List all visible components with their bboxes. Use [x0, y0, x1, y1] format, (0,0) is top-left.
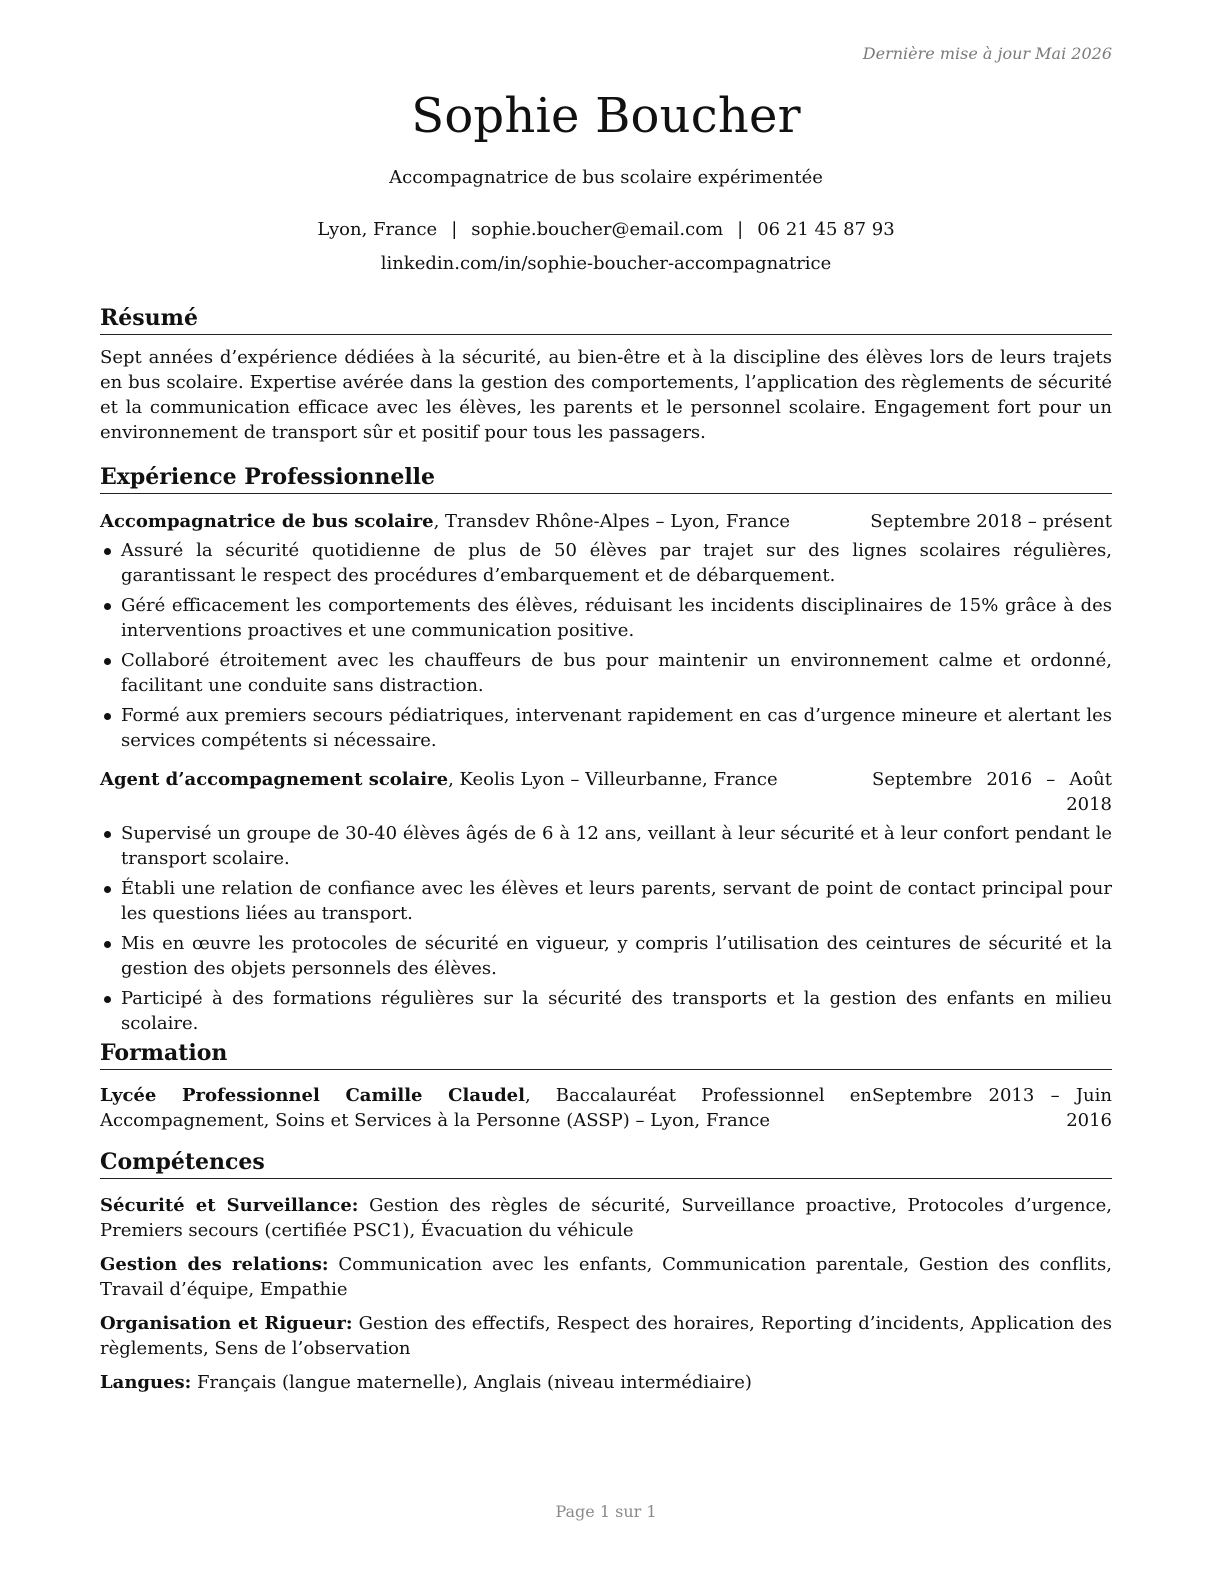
contact-separator: |	[737, 219, 744, 240]
job-bullets	[100, 538, 1112, 753]
candidate-name: Sophie Boucher	[411, 88, 801, 144]
bullet-icon	[104, 603, 111, 610]
bullet-icon	[104, 548, 111, 555]
job-role: Agent d’accompagnement scolaire	[100, 769, 449, 790]
last-updated: Dernière mise à jour Mai 2026	[862, 44, 1112, 63]
section-title-experience: Expérience Professionnelle	[100, 463, 1112, 494]
job-org: , Transdev Rhône-Alpes – Lyon, France	[433, 511, 791, 532]
skill-item	[100, 1252, 1112, 1302]
job-header	[100, 767, 1112, 817]
education-section	[100, 1039, 1112, 1133]
education-degree: , Baccalauréat Professionnel en Accompagnement, Soins et Services à la Personne (ASSP) – Lyon, France	[100, 1085, 872, 1131]
page-number: Page 1 sur 1	[555, 1502, 657, 1521]
list-item: Supervisé un groupe de 30-40 élèves âgés de 6 à 12 ans, veillant à leur sécurité et à leur confort pendant le transport scolaire.	[100, 821, 1112, 871]
bullet-icon	[104, 831, 111, 838]
section-title-skills: Compétences	[100, 1148, 1112, 1179]
summary-section	[100, 304, 1112, 445]
list-item: Collaboré étroitement avec les chauffeurs de bus pour maintenir un environnement calme et ordonné, facilitant une conduite sans distraction.	[100, 648, 1112, 698]
job-entry	[100, 767, 1112, 1036]
job-dates: Septembre 2018 – présent	[870, 511, 1112, 532]
skill-item	[100, 1370, 1112, 1395]
bullet-icon	[104, 996, 111, 1003]
contact-separator: |	[451, 219, 458, 240]
section-title-education: Formation	[100, 1039, 1112, 1070]
skill-item	[100, 1311, 1112, 1361]
job-entry	[100, 509, 1112, 753]
experience-section	[100, 463, 1112, 1041]
skill-label: Gestion des relations:	[100, 1254, 329, 1275]
list-item: Géré efficacement les comportements des élèves, réduisant les incidents disciplinaires de 15% grâce à des interventions proactives et une communication positive.	[100, 593, 1112, 643]
job-header	[100, 509, 1112, 534]
education-dates: Septembre 2013 – Juin 2016	[872, 1085, 1112, 1131]
list-item: Assuré la sécurité quotidienne de plus de 50 élèves par trajet sur des lignes scolaires régulières, garantissant le respect des procédures d’embarquement et de débarquement.	[100, 538, 1112, 588]
bullet-icon	[104, 713, 111, 720]
list-item: Formé aux premiers secours pédiatriques, intervenant rapidement en cas d’urgence mineure et alertant les services compétents si nécessaire.	[100, 703, 1112, 753]
education-entry	[100, 1083, 1112, 1133]
skill-text: Gestion des règles de sécurité, Surveillance proactive, Protocoles d’urgence, Premiers secours (certifiée PSC1), Évacuation du véhicule	[100, 1195, 1113, 1241]
section-title-summary: Résumé	[100, 304, 1112, 335]
job-dates: Septembre 2016 – Août 2018	[872, 769, 1112, 815]
contact-location: Lyon, France	[317, 219, 438, 240]
job-org: , Keolis Lyon – Villeurbanne, France	[448, 769, 778, 790]
bullet-icon	[104, 941, 111, 948]
skill-text: Français (langue maternelle), Anglais (niveau intermédiaire)	[191, 1372, 752, 1393]
contact-line	[100, 219, 1112, 240]
skill-text: Communication avec les enfants, Communication parentale, Gestion des conflits, Travail d’équipe, Empathie	[100, 1254, 1113, 1300]
skills-section	[100, 1148, 1112, 1404]
resume-page	[100, 0, 1112, 1584]
contact-linkedin[interactable]: linkedin.com/in/sophie-boucher-accompagnatrice	[380, 253, 832, 274]
list-item: Mis en œuvre les protocoles de sécurité en vigueur, y compris l’utilisation des ceintures de sécurité et la gestion des objets personnels des élèves.	[100, 931, 1112, 981]
list-item: Établi une relation de confiance avec les élèves et leurs parents, servant de point de contact principal pour les questions liées au transport.	[100, 876, 1112, 926]
candidate-title: Accompagnatrice de bus scolaire expérimentée	[389, 167, 823, 188]
contact-email[interactable]: sophie.boucher@email.com	[471, 219, 724, 240]
list-item: Participé à des formations régulières sur la sécurité des transports et la gestion des enfants en milieu scolaire.	[100, 986, 1112, 1036]
bullet-icon	[104, 658, 111, 665]
skill-label: Organisation et Rigueur:	[100, 1313, 353, 1334]
skill-label: Sécurité et Surveillance:	[100, 1195, 359, 1216]
skill-item	[100, 1193, 1112, 1243]
job-role: Accompagnatrice de bus scolaire	[100, 511, 434, 532]
education-school: Lycée Professionnel Camille Claudel	[100, 1085, 525, 1106]
skill-text: Gestion des effectifs, Respect des horaires, Reporting d’incidents, Application des règlements, Sens de l’observation	[100, 1313, 1112, 1359]
summary-text: Sept années d’expérience dédiées à la sécurité, au bien-être et à la discipline des élèves lors de leurs trajets en bus scolaire. Expertise avérée dans la gestion des comportements, l’application des règlements de sécurité et la communication efficace avec les élèves, les parents et le personnel scolaire. Engagement fort pour un environnement de transport sûr et positif pour tous les passagers.	[100, 347, 1112, 443]
contact-phone: 06 21 45 87 93	[757, 219, 895, 240]
bullet-icon	[104, 886, 111, 893]
job-bullets	[100, 821, 1112, 1036]
skill-label: Langues:	[100, 1372, 192, 1393]
skills-list	[100, 1193, 1112, 1395]
